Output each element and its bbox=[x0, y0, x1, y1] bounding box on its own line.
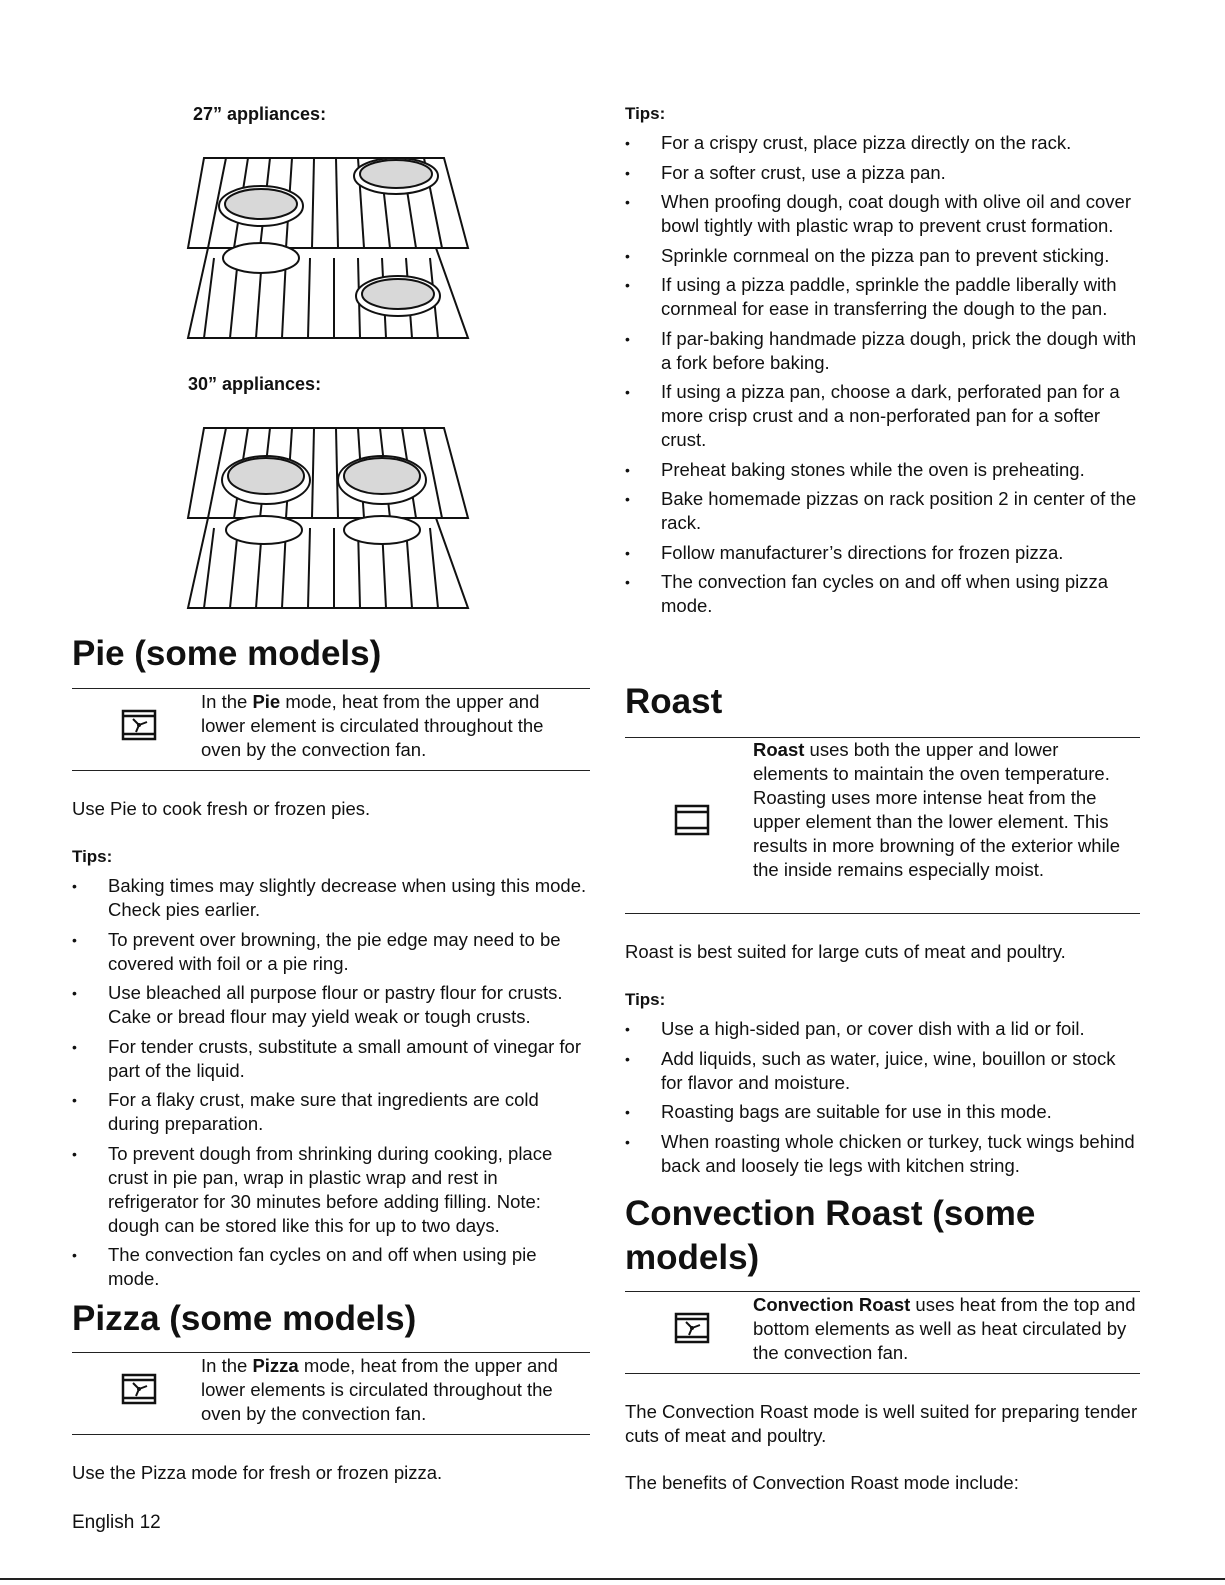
pie-mode-icon bbox=[121, 709, 157, 741]
roast-tips-heading: Tips: bbox=[625, 990, 666, 1009]
tip-item: • Roasting bags are suitable for use in this mode. bbox=[625, 1100, 1140, 1124]
tip-item: • For a softer crust, use a pizza pan. bbox=[625, 161, 1145, 185]
pizza-mode-description: In the Pizza mode, heat from the upper and lower elements is circulated throughout the oven by the convection fan. bbox=[201, 1355, 558, 1424]
tip-item: • Baking times may slightly decrease when using this mode. Check pies earlier. bbox=[72, 874, 590, 922]
conv-roast-mode-description: Convection Roast uses heat from the top and bottom elements as well as heat circulated by the convection fan. bbox=[753, 1294, 1136, 1363]
tip-item: • The convection fan cycles on and off when using pie mode. bbox=[72, 1243, 590, 1291]
tip-item: • Follow manufacturer’s directions for frozen pizza. bbox=[625, 541, 1145, 565]
tip-item: • Use bleached all purpose flour or pastry flour for crusts. Cake or bread flour may yield weak or tough crusts. bbox=[72, 981, 590, 1029]
pie-bottom-rule bbox=[72, 770, 590, 771]
conv-roast-bottom-rule bbox=[625, 1373, 1140, 1374]
tip-item: • When roasting whole chicken or turkey, tuck wings behind back and loosely tie legs with kitchen string. bbox=[625, 1130, 1140, 1178]
page-bottom-rule bbox=[0, 1578, 1225, 1580]
pizza-bottom-rule bbox=[72, 1434, 590, 1435]
pizza-tips-list bbox=[625, 131, 1145, 624]
figure-label-27: 27” appliances: bbox=[193, 104, 327, 124]
convection-roast-mode-icon bbox=[674, 1312, 710, 1344]
pie-tips-list bbox=[72, 874, 590, 1297]
tip-item: • The convection fan cycles on and off when using pizza mode. bbox=[625, 570, 1145, 618]
pizza-title: Pizza (some models) bbox=[72, 1299, 417, 1338]
pie-intro: Use Pie to cook fresh or frozen pies. bbox=[72, 798, 371, 819]
tip-item: • For tender crusts, substitute a small amount of vinegar for part of the liquid. bbox=[72, 1035, 590, 1083]
tip-item: • To prevent over browning, the pie edge may need to be covered with foil or a pie ring. bbox=[72, 928, 590, 976]
pie-mode-description: In the Pie mode, heat from the upper and lower element is circulated throughout the oven by the convection fan. bbox=[201, 691, 544, 760]
roast-tips-list bbox=[625, 1017, 1140, 1183]
tip-item: • If using a pizza paddle, sprinkle the paddle liberally with cornmeal for ease in transferring the dough to the pan. bbox=[625, 273, 1145, 321]
pie-top-rule bbox=[72, 688, 590, 689]
conv-roast-benefits: The benefits of Convection Roast mode include: bbox=[625, 1472, 1019, 1493]
pizza-tips-heading: Tips: bbox=[625, 104, 666, 123]
page-footer-label: English 12 bbox=[72, 1512, 161, 1533]
roast-mode-description: Roast uses both the upper and lower elements to maintain the oven temperature. Roasting uses more intense heat from the upper element than the lower element. This results in more browning of the exterior while the inside remains especially moist. bbox=[753, 739, 1121, 880]
pie-tips-heading: Tips: bbox=[72, 847, 113, 866]
tip-item: • Sprinkle cornmeal on the pizza pan to prevent sticking. bbox=[625, 244, 1145, 268]
conv-roast-intro: The Convection Roast mode is well suited for preparing tender cuts of meat and poultry. bbox=[625, 1401, 1138, 1446]
figure-label-30: 30” appliances: bbox=[188, 374, 322, 394]
roast-bottom-rule bbox=[625, 913, 1140, 914]
tip-item: • If par-baking handmade pizza dough, prick the dough with a fork before baking. bbox=[625, 327, 1145, 375]
pizza-top-rule bbox=[72, 1352, 590, 1353]
tip-item: • To prevent dough from shrinking during cooking, place crust in pie pan, wrap in plastic wrap and rest in refrigerator for 30 minutes before adding filling. Note: dough can be stored like this for up to two days. bbox=[72, 1142, 590, 1238]
tip-item: • For a flaky crust, make sure that ingredients are cold during preparation. bbox=[72, 1088, 590, 1136]
tip-item: • Add liquids, such as water, juice, wine, bouillon or stock for flavor and moisture. bbox=[625, 1047, 1140, 1095]
roast-title: Roast bbox=[625, 682, 723, 721]
conv-roast-top-rule bbox=[625, 1291, 1140, 1292]
tip-item: • For a crispy crust, place pizza directly on the rack. bbox=[625, 131, 1145, 155]
rack-diagram-27 bbox=[186, 148, 472, 344]
pie-title: Pie (some models) bbox=[72, 634, 382, 673]
pizza-mode-icon bbox=[121, 1373, 157, 1405]
tip-item: • Bake homemade pizzas on rack position 2 in center of the rack. bbox=[625, 487, 1145, 535]
roast-intro: Roast is best suited for large cuts of meat and poultry. bbox=[625, 941, 1066, 962]
convection-roast-title: Convection Roast (some models) bbox=[625, 1194, 1036, 1277]
roast-mode-icon bbox=[674, 804, 710, 836]
tip-item: • When proofing dough, coat dough with olive oil and cover bowl tightly with plastic wrap to prevent crust formation. bbox=[625, 190, 1145, 238]
tip-item: • If using a pizza pan, choose a dark, perforated pan for a more crisp crust and a non-perforated pan for a softer crust. bbox=[625, 380, 1145, 452]
tip-item: • Preheat baking stones while the oven is preheating. bbox=[625, 458, 1145, 482]
rack-diagram-30 bbox=[186, 418, 472, 614]
pizza-intro: Use the Pizza mode for fresh or frozen pizza. bbox=[72, 1462, 443, 1483]
tip-item: • Use a high-sided pan, or cover dish with a lid or foil. bbox=[625, 1017, 1140, 1041]
